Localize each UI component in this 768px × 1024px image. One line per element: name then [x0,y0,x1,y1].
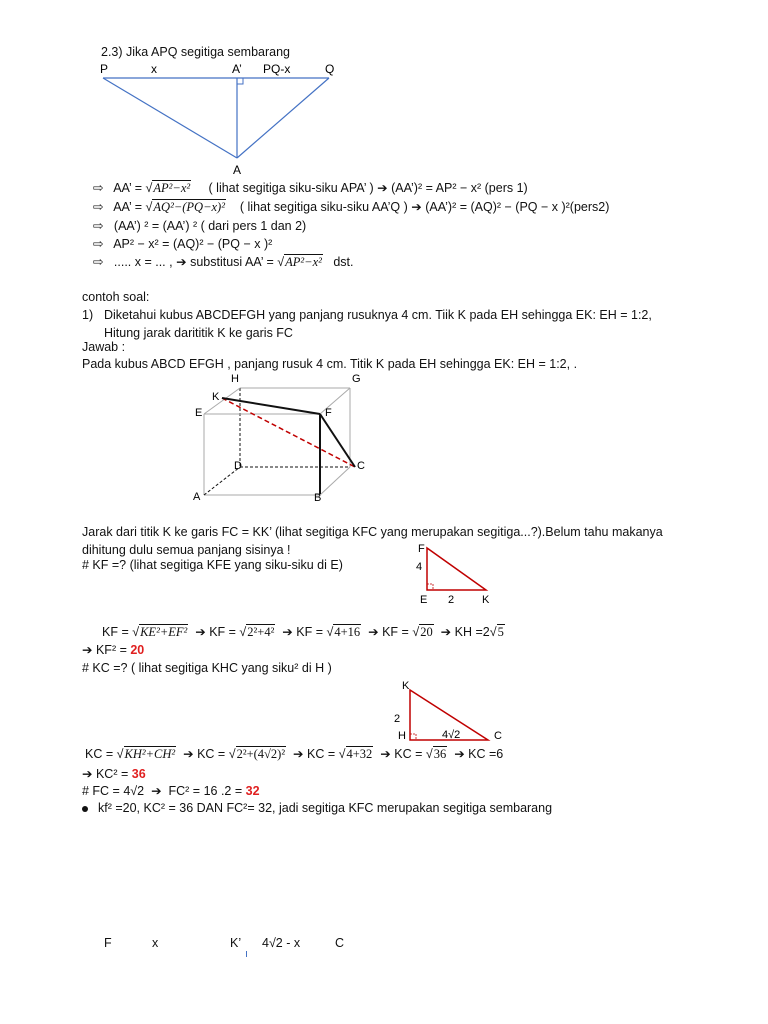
side-pa [103,78,237,158]
question-line-2: Hitung jarak darititik K ke garis FC [104,326,293,340]
triangle-kfe [427,548,486,590]
label-h: H [231,373,239,385]
arrow-icon: ➔ [411,200,422,214]
label-two: 2 [448,594,455,606]
implies-icon: ⇨ [93,181,104,195]
label-a: A [233,163,242,177]
bottom-label-x: x [152,936,159,950]
label-k: K [482,594,490,606]
jarak-line-1: Jarak dari titik K ke garis FC = KK’ (lihat segitiga KFC yang merupakan segitiga...?).Belum tahu makanya [82,525,663,539]
contoh-label: contoh soal: [82,290,150,304]
right-angle-mark [410,734,416,740]
label-p: P [100,62,109,76]
jawab-label: Jawab : [82,340,126,354]
bottom-label-c: C [335,936,345,950]
summary-bullet: kf² =20, KC² = 36 DAN FC²= 32, jadi segitiga KFC merupakan segitiga sembarang [82,801,552,815]
arrow-icon: ➔ [377,181,388,195]
kc-squared: ➔ KC² = 36 [82,767,146,781]
arrow-icon: ➔ [293,747,304,761]
question-line-1: Diketahui kubus ABCDEFGH yang panjang rusuknya 4 cm. Tiik K pada EH sehingga EK: EH = 1:2, [104,308,652,322]
bottom-label-k-prime: K’ [230,936,242,950]
side-qa [237,78,329,158]
step-5: ⇨ ..... x = ... , ➔ substitusi AA’ = √AP²−x² dst. [93,255,354,269]
label-two: 2 [394,713,401,725]
implies-icon: ⇨ [93,237,104,251]
bottom-label-f: F [104,936,112,950]
kc-calculation: KC = √KH²+CH² ➔ KC = √2²+(4√2)² ➔ KC = √4+32 ➔ KC = √36 ➔ KC =6 [85,747,504,761]
step-3: ⇨ (AA’) ² = (AA’) ² ( dari pers 1 dan 2) [93,219,307,233]
step-1: ⇨ AA’ = √AP²−x² ( lihat segitiga siku-siku APA’ ) ➔ (AA’)² = AP² − x² (pers 1) [93,181,528,195]
cube-figure [190,370,380,510]
bullet-icon [82,806,88,812]
label-base: 4√2 [442,729,461,741]
label-c: C [357,460,365,472]
edge-bc [320,467,350,495]
arrow-icon: ➔ [176,255,187,269]
bottom-label-seg: 4√2 - x [262,936,301,950]
label-f: F [418,543,425,555]
triangle-apq-figure [95,60,345,180]
label-four: 4 [416,561,423,573]
implies-icon: ⇨ [93,219,104,233]
label-c: C [494,730,502,742]
arrow-icon: ➔ [440,625,452,639]
question-number: 1) [82,308,94,322]
label-pq-x: PQ-x [263,62,291,76]
arrow-icon: ➔ [82,767,93,781]
arrow-icon: ➔ [368,625,379,639]
arrow-icon: ➔ [380,747,391,761]
triangle-khc-figure [390,678,510,744]
fc-line: # FC = 4√2 ➔ FC² = 16 .2 = 32 [82,784,260,798]
label-k: K [212,391,220,403]
triangle-kfe-figure [410,540,500,606]
right-angle-mark [237,78,243,84]
label-h: H [398,730,406,742]
arrow-icon: ➔ [282,625,293,639]
arrow-icon: ➔ [454,747,465,761]
label-k: K [402,680,410,692]
section-heading: 2.3) Jika APQ segitiga sembarang [101,45,290,59]
label-b: B [314,492,322,504]
arrow-icon: ➔ [82,643,93,657]
arrow-icon: ➔ [195,625,206,639]
label-x: x [151,62,157,76]
kf-question: # KF =? (lihat segitiga KFE yang siku-siku di E) [82,558,343,572]
label-e: E [195,407,203,419]
kc-question: # KC =? ( lihat segitiga KHC yang siku² di H ) [82,661,332,675]
jawab-text: Pada kubus ABCD EFGH , panjang rusuk 4 cm. Titik K pada EH sehingga EK: EH = 1:2, . [82,357,578,371]
arrow-icon: ➔ [151,784,162,798]
arrow-icon: ➔ [183,747,194,761]
implies-icon: ⇨ [93,200,104,214]
right-angle-mark [427,584,433,590]
bottom-tick [246,951,247,957]
implies-icon: ⇨ [93,255,104,269]
label-a: A [193,491,201,503]
label-g: G [352,373,361,385]
label-q: Q [325,62,335,76]
label-f: F [325,407,332,419]
step-4: ⇨ AP² − x² = (AQ)² − (PQ − x )² [93,237,273,251]
step-2: ⇨ AA’ = √AQ²−(PQ−x)² ( lihat segitiga siku-siku AA’Q ) ➔ (AA’)² = (AQ)² − (PQ − x )²(pers2) [93,200,610,214]
kf-calculation: KF = √KE²+EF² ➔ KF = √2²+4² ➔ KF = √4+16 ➔ KF = √20 ➔ KH =2√5 [102,625,504,639]
label-e: E [420,594,428,606]
kf-squared: ➔ KF² = 20 [82,643,145,657]
label-a-prime: A’ [232,62,242,76]
label-d: D [234,460,242,472]
jarak-line-2: dihitung dulu semua panjang sisinya ! [82,543,291,557]
